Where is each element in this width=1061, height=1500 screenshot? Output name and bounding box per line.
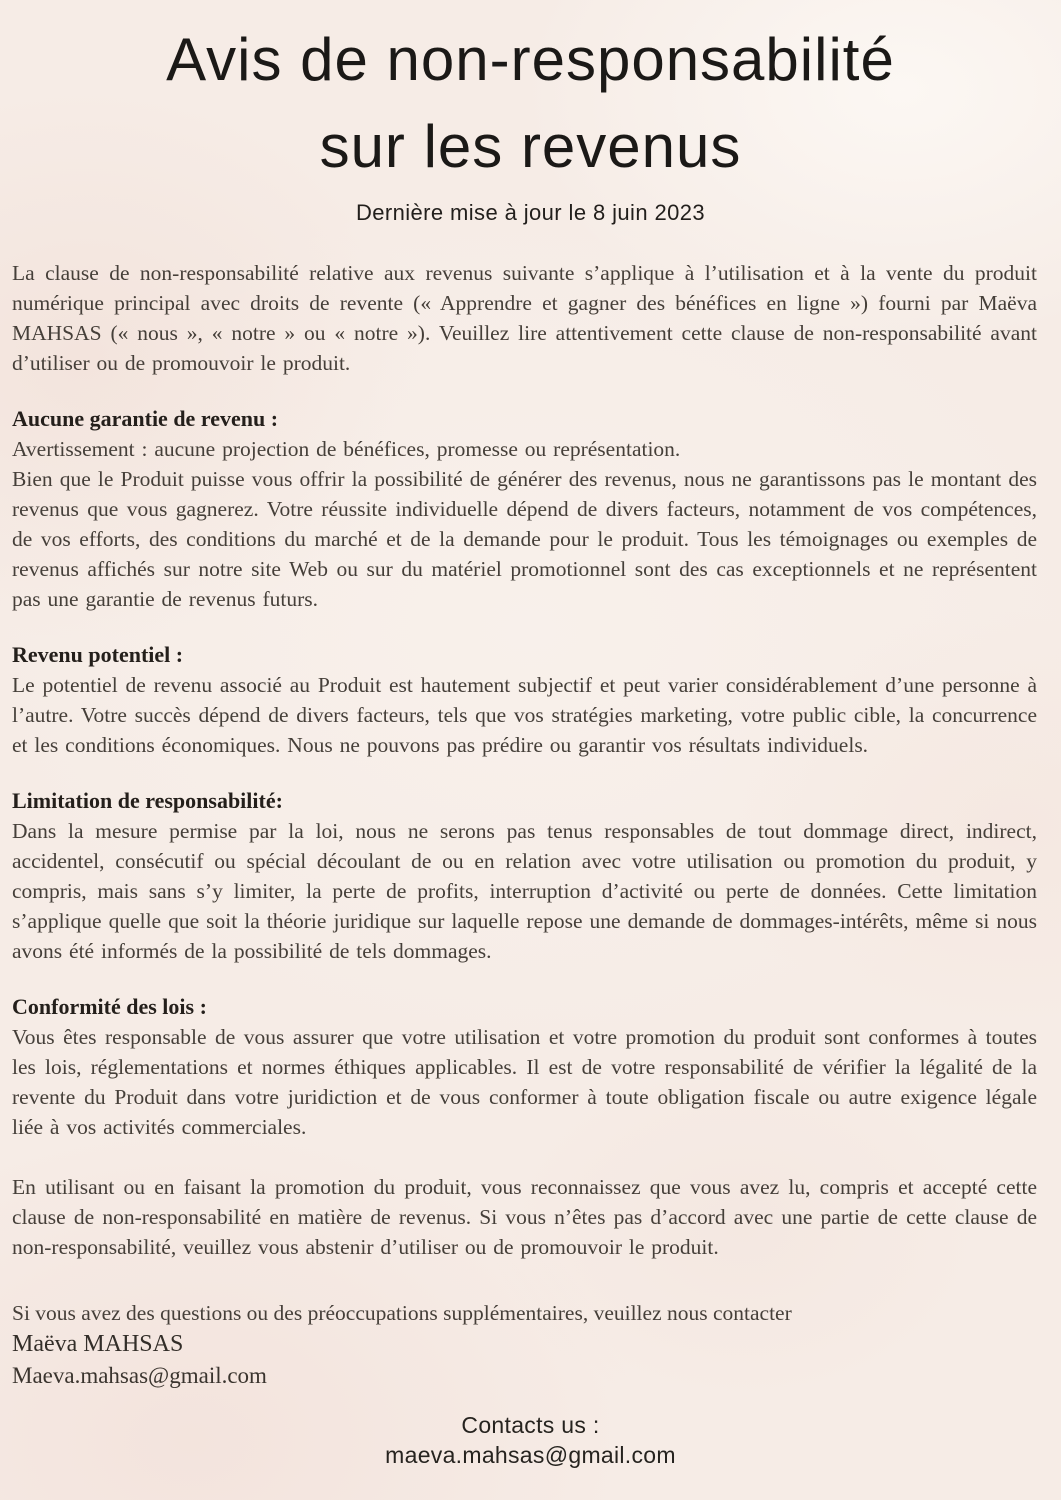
warning-line: Avertissement : aucune projection de bénéfices, promesse ou représentation. [12,437,681,461]
section-heading-law-compliance: Conformité des lois : [12,994,207,1019]
contact-name: Maëva MAHSAS [12,1331,184,1357]
contact-intro-line: Si vous avez des questions ou des préoccupations supplémentaires, veuillez nous contacter [12,1301,792,1325]
liability-limitation-paragraph: Dans la mesure permise par la loi, nous ne serons pas tenus responsables de tout dommage direct, indirect, accidentel, consécutif ou spécial découlant de ou en relation avec votre utilisation ou promotion du produit, y compris, mais sans s’y limiter, la perte de profits, interruption d’activité ou perte de données. Cette limitation s’applique quelle que soit la théorie juridique sur laquelle repose une demande de dommages-intérêts, même si nous avons été informés de la possibilité de tels dommages. [12,819,1037,963]
section-heading-liability-limitation: Limitation de responsabilité: [12,788,283,813]
section-law-compliance [12,992,1037,1142]
potential-income-paragraph: Le potentiel de revenu associé au Produit est hautement subjectif et peut varier considérablement d’une personne à l’autre. Votre succès dépend de divers facteurs, tels que vos stratégies marketing, votre public cible, la concurrence et les conditions économiques. Nous ne pouvons pas prédire ou garantir vos résultats individuels. [12,673,1037,757]
page-title [0,16,1061,190]
document-header [0,0,1061,226]
section-heading-no-income-guarantee: Aucune garantie de revenu : [12,406,279,431]
section-potential-income [12,640,1037,760]
page-title-line-1: Avis de non-responsabilité [166,26,895,93]
last-updated-text: Dernière mise à jour le 8 juin 2023 [355,200,706,225]
footer-contact-email: maeva.mahsas@gmail.com [385,1442,676,1468]
section-liability-limitation [12,786,1037,966]
document-body [0,258,1061,1392]
closing-paragraph: En utilisant ou en faisant la promotion du produit, vous reconnaissez que vous avez lu, compris et accepté cette clause de non-responsabilité en matière de revenus. Si vous n’êtes pas d’accord avec une partie de cette clause de non-responsabilité, veuillez vous abstenir d’utiliser ou de promouvoir le produit. [12,1175,1037,1259]
section-heading-potential-income: Revenu potentiel : [12,642,184,667]
page-title-line-2: sur les revenus [319,113,742,180]
footer-contact-label: Contacts us : [461,1412,600,1438]
intro-paragraph: La clause de non-responsabilité relative aux revenus suivante s’applique à l’utilisation et à la vente du produit numérique principal avec droits de revente (« Apprendre et gagner des bénéfices en ligne ») fourni par Maëva MAHSAS (« nous », « notre » ou « notre »). Veuillez lire attentivement cette clause de non-responsabilité avant d’utiliser ou de promouvoir le produit. [12,261,1037,375]
contact-block [12,1298,1037,1392]
section-no-income-guarantee [12,404,1037,614]
no-income-guarantee-paragraph: Bien que le Produit puisse vous offrir la possibilité de générer des revenus, nous ne garantissons pas le montant des revenus que vous gagnerez. Votre réussite individuelle dépend de divers facteurs, notamment de vos compétences, de vos efforts, des conditions du marché et de la demande pour le produit. Tous les témoignages ou exemples de revenus affichés sur notre site Web ou sur du matériel promotionnel sont des cas exceptionnels et ne représentent pas une garantie de revenus futurs. [12,467,1037,611]
contact-email: Maeva.mahsas@gmail.com [12,1363,267,1388]
law-compliance-paragraph: Vous êtes responsable de vous assurer que votre utilisation et votre promotion du produit sont conformes à toutes les lois, réglementations et normes éthiques applicables. Il est de votre responsabilité de vérifier la légalité de la revente du Produit dans votre juridiction et de vous conformer à toute obligation fiscale ou autre exigence légale liée à vos activités commerciales. [12,1025,1037,1139]
document-footer [0,1410,1061,1470]
